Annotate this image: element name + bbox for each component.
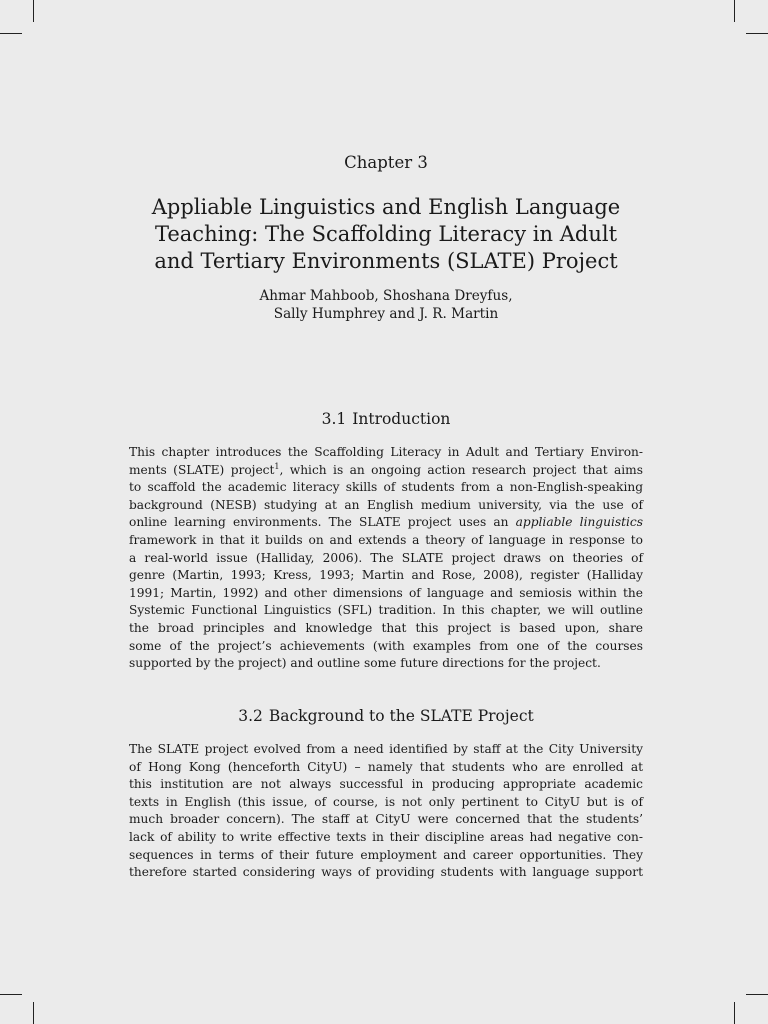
section-heading-background xyxy=(129,706,643,726)
crop-mark xyxy=(0,994,22,995)
body-line: texts in English (this issue, of course, is not only pertinent to CityU but is of xyxy=(129,794,643,809)
book-page xyxy=(129,0,643,1024)
body-line: Systemic Functional Linguistics (SFL) tradition. In this chapter, we will outline xyxy=(129,603,643,618)
body-line: some of the project’s achievements (with examples from one of the courses xyxy=(129,638,643,653)
emphasized-term: appliable linguistics xyxy=(515,515,643,530)
footnote-marker[interactable]: 1 xyxy=(274,461,280,471)
body-line: The SLATE project evolved from a need identified by staff at the City University xyxy=(129,742,643,756)
body-line: lack of ability to write effective texts in their discipline areas had negative con- xyxy=(129,829,643,844)
body-text: , which is an ongoing action research project that aims xyxy=(279,462,643,477)
crop-mark xyxy=(746,994,768,995)
crop-mark xyxy=(734,0,735,22)
body-text: ments (SLATE) project xyxy=(129,462,275,477)
crop-mark xyxy=(33,0,34,22)
chapter-title-line: Appliable Linguistics and English Language xyxy=(151,195,621,219)
body-line: 1991; Martin, 1992) and other dimensions of language and semiosis within the xyxy=(129,585,643,600)
body-text: online learning environments. The SLATE project uses an xyxy=(129,515,516,530)
body-line: to scaffold the academic literacy skills of students from a non-English-speaking xyxy=(129,480,643,495)
chapter-title-line: Teaching: The Scaffolding Literacy in Adult xyxy=(154,222,618,246)
section-title: Introduction xyxy=(352,410,451,428)
body-line xyxy=(129,514,643,532)
chapter-title xyxy=(129,194,643,275)
body-line: the broad principles and knowledge that this project is based upon, share xyxy=(129,620,643,635)
crop-mark xyxy=(734,1002,735,1024)
section-number: 3.2 xyxy=(238,707,263,725)
section-heading-introduction xyxy=(129,409,643,429)
crop-mark xyxy=(746,33,768,34)
body-line: of Hong Kong (henceforth CityU) – namely that students who are enrolled at xyxy=(129,759,643,774)
body-line: much broader concern). The staff at CityU were concerned that the students’ xyxy=(129,812,643,827)
body-line: supported by the project) and outline some future directions for the project. xyxy=(129,656,601,671)
body-line: genre (Martin, 1993; Kress, 1993; Martin and Rose, 2008), register (Halliday xyxy=(129,568,643,583)
section-title: Background to the SLATE Project xyxy=(268,707,534,725)
background-paragraph xyxy=(129,741,643,882)
body-line: therefore started considering ways of providing students with language support xyxy=(129,865,643,880)
chapter-label: Chapter 3 xyxy=(344,153,428,172)
body-line: This chapter introduces the Scaffolding Literacy in Adult and Tertiary Environ- xyxy=(129,445,643,459)
introduction-paragraph xyxy=(129,444,643,673)
body-line: background (NESB) studying at an English medium university, via the use of xyxy=(129,497,643,512)
author-line: Sally Humphrey and J. R. Martin xyxy=(273,305,499,322)
author-line: Ahmar Mahboob, Shoshana Dreyfus, xyxy=(259,288,513,304)
body-line: this institution are not always successful in producing appropriate academic xyxy=(129,777,643,792)
body-line: a real-world issue (Halliday, 2006). The SLATE project draws on theories of xyxy=(129,550,643,565)
chapter-authors xyxy=(129,288,643,323)
chapter-title-line: and Tertiary Environments (SLATE) Project xyxy=(154,249,618,273)
body-line: sequences in terms of their future employment and career opportunities. They xyxy=(129,847,643,862)
crop-mark xyxy=(0,33,22,34)
crop-mark xyxy=(33,1002,34,1024)
body-line xyxy=(129,462,643,480)
body-line: framework in that it builds on and extends a theory of language in response to xyxy=(129,532,643,547)
section-number: 3.1 xyxy=(321,410,347,428)
